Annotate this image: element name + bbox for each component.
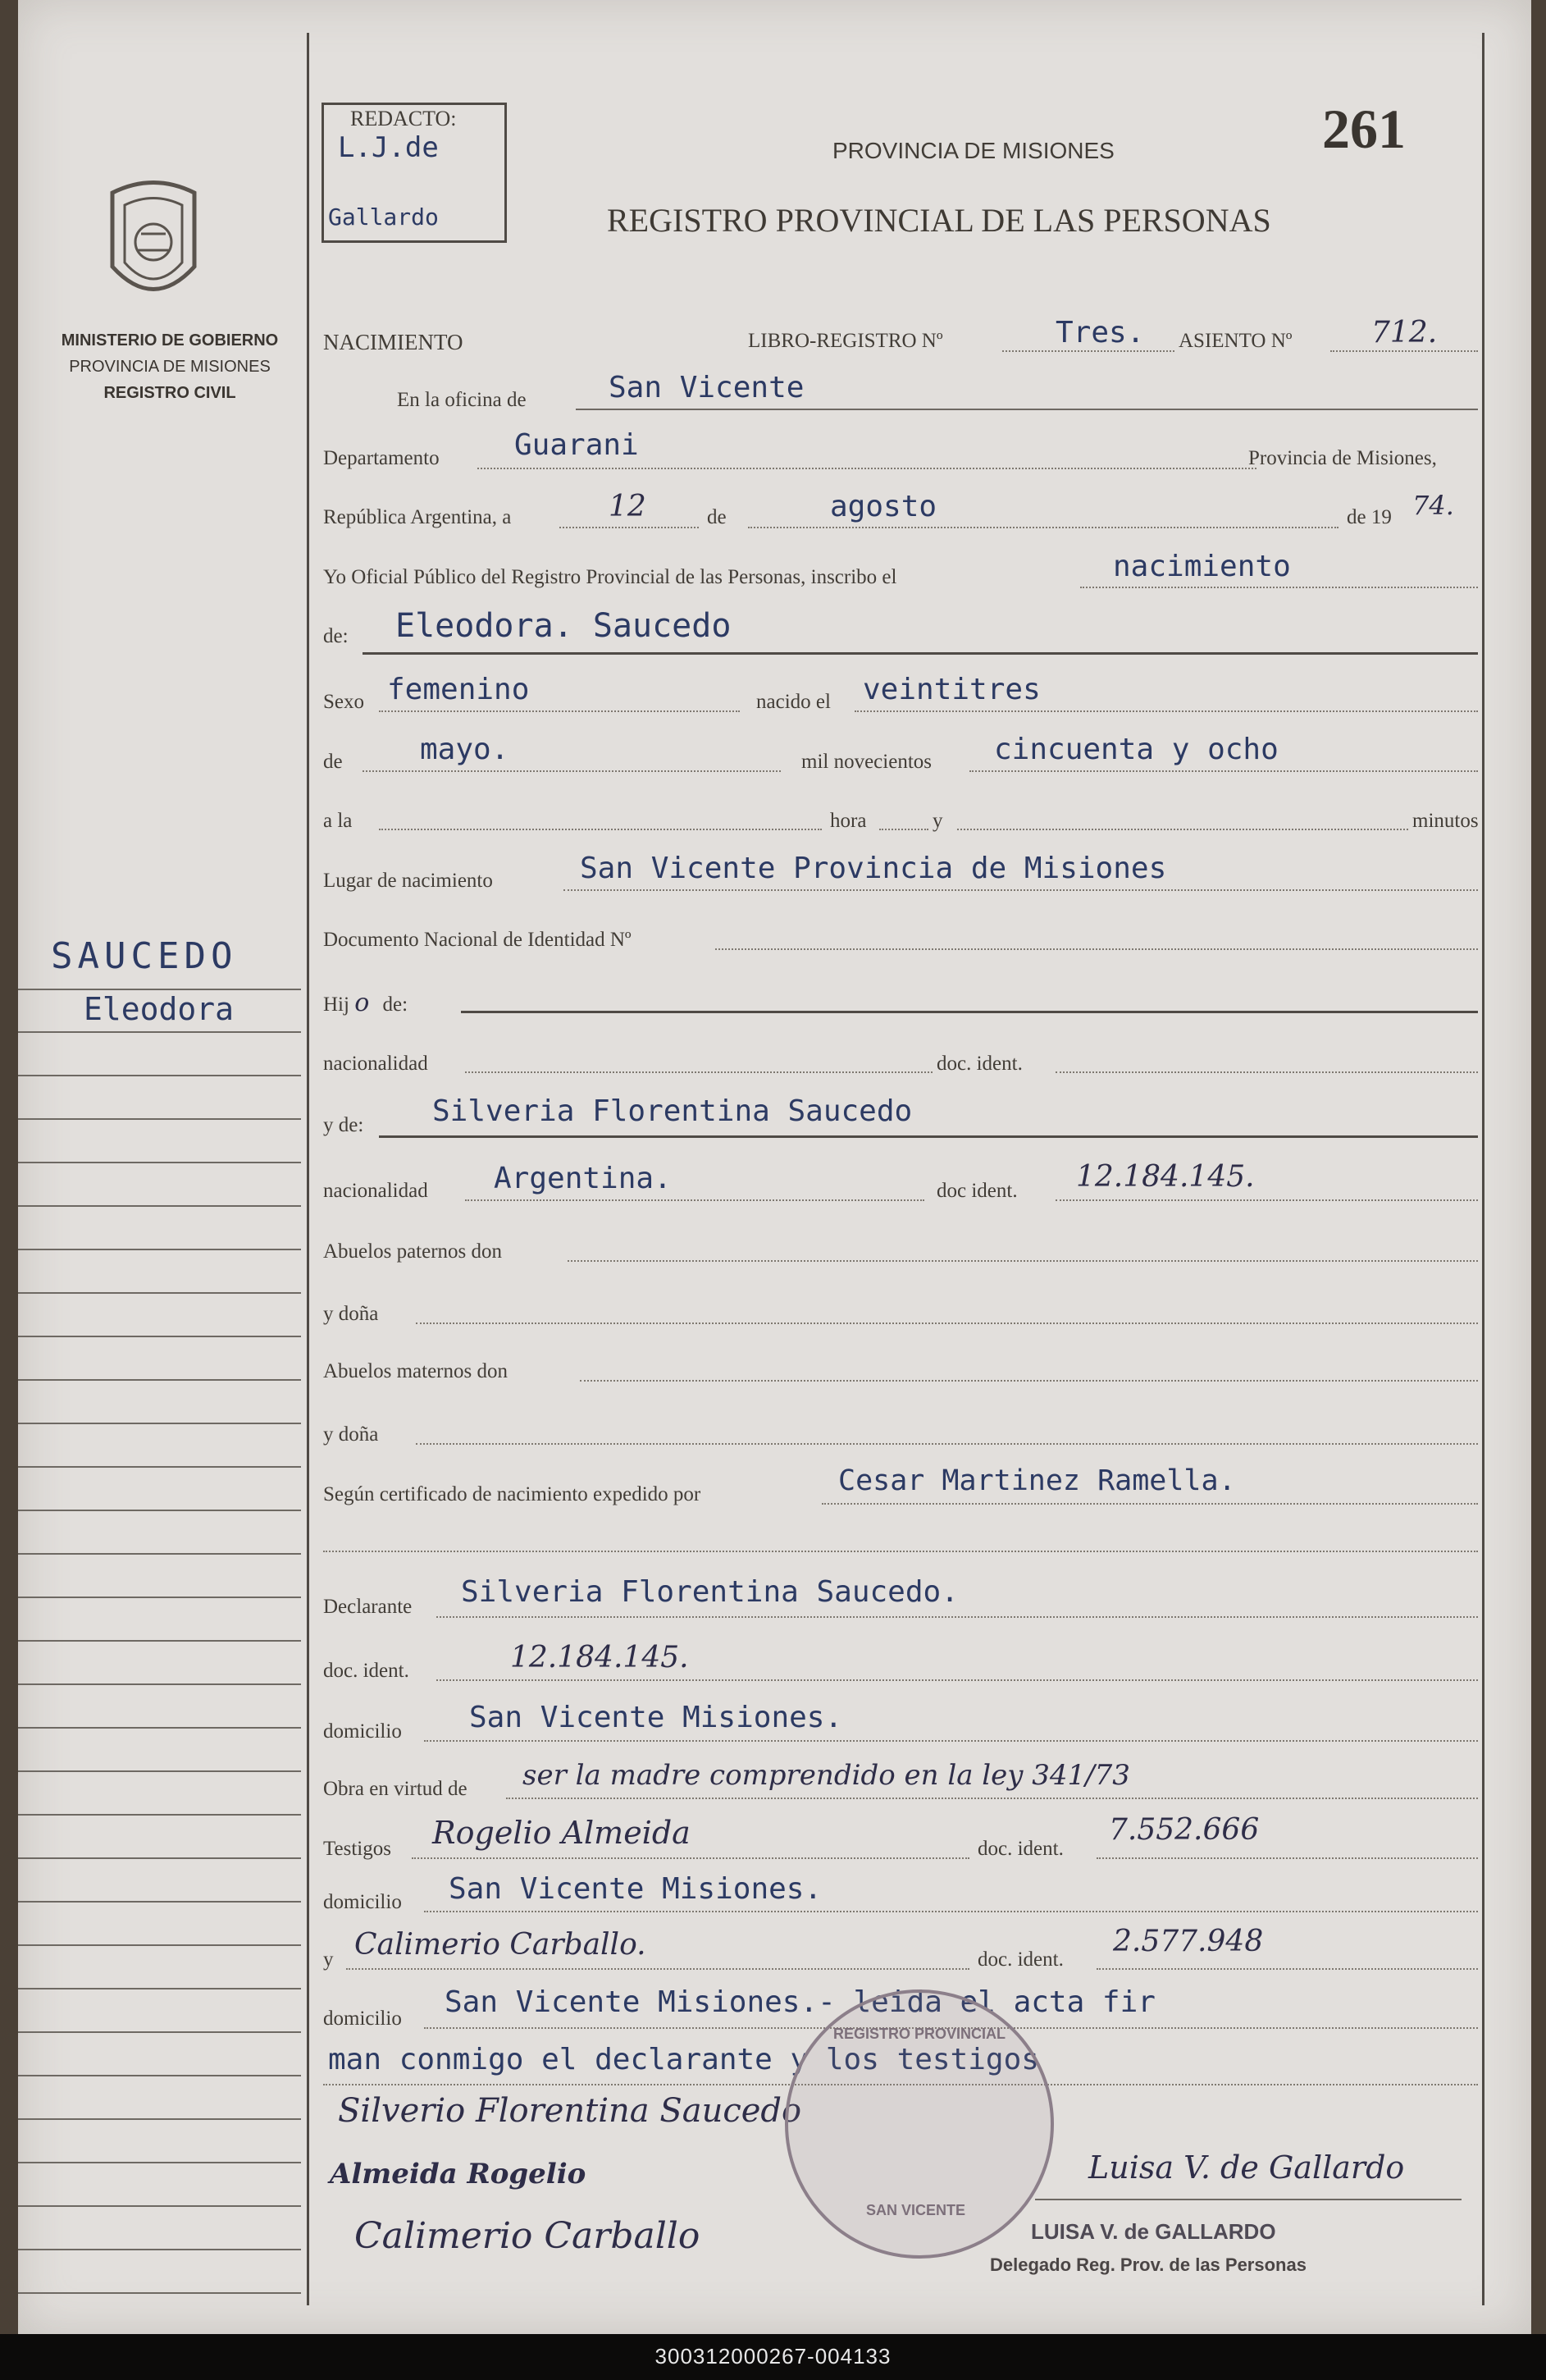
asiento-label: ASIENTO Nº <box>1179 330 1293 352</box>
sidebar-ministry: MINISTERIO DE GOBIERNO <box>61 331 279 349</box>
redacto-label: REDACTO: <box>350 107 457 130</box>
sidebar-given-name: Eleodora <box>84 991 235 1027</box>
declarante-label: Declarante <box>323 1596 413 1618</box>
stamp-text-2: SAN VICENTE <box>866 2202 966 2218</box>
libro-value: Tres. <box>1056 316 1145 349</box>
sidebar-rule <box>18 1597 301 1598</box>
nacido-label: nacido el <box>756 691 831 713</box>
hijo-label-1: Hij <box>323 994 349 1016</box>
field-line <box>957 829 1408 830</box>
sidebar-rule <box>18 2249 301 2250</box>
docident1-label: doc. ident. <box>937 1053 1023 1075</box>
ydona2-label: y doña <box>323 1423 379 1446</box>
field-line <box>412 1857 969 1859</box>
signature-declarante: Silverio Florentina Saucedo <box>338 2092 802 2130</box>
sidebar-rule <box>18 1683 301 1685</box>
obra-value: ser la madre comprendido en la ley 341/73 <box>522 1759 1130 1792</box>
asiento-value: 712. <box>1371 316 1438 349</box>
signature-testigo1: Almeida Rogelio <box>330 2158 586 2190</box>
birth-year-words: cincuenta y ocho <box>994 733 1279 766</box>
sidebar-rule <box>18 2205 301 2207</box>
sidebar-rule <box>18 1640 301 1642</box>
field-line <box>1056 1199 1478 1201</box>
hora-label: hora <box>830 810 867 832</box>
departamento-value: Guarani <box>514 428 639 462</box>
field-line <box>568 1260 1478 1262</box>
official-stamp <box>785 1989 1054 2259</box>
lugar-label: Lugar de nacimiento <box>323 870 493 892</box>
image-id-bar <box>0 2334 1546 2380</box>
y-testigo-label: y <box>323 1948 334 1971</box>
testigo1-doc-label: doc. ident. <box>978 1838 1064 1860</box>
sidebar-rule <box>18 1857 301 1859</box>
month-value: agosto <box>830 490 937 523</box>
record-page <box>18 0 1531 2334</box>
sidebar-rule <box>18 1510 301 1511</box>
field-line <box>323 1551 1478 1552</box>
signature-official: Luisa V. de Gallardo <box>1088 2149 1405 2186</box>
de-person-label: de: <box>323 625 349 647</box>
field-line <box>379 829 822 830</box>
nac2-value: Argentina. <box>494 1162 672 1195</box>
field-line <box>379 710 740 712</box>
field-line <box>822 1503 1478 1505</box>
doc-decl-value: 12.184.145. <box>510 1641 689 1674</box>
domicilio3-value: San Vicente Misiones.- leida el acta fir <box>445 1985 1156 2019</box>
sidebar-rule <box>18 1031 301 1033</box>
docident2-label: doc ident. <box>937 1180 1018 1202</box>
sexo-value: femenino <box>387 673 530 706</box>
record-type: NACIMIENTO <box>323 330 463 354</box>
minutos-label: minutos <box>1412 810 1479 832</box>
sidebar-rule <box>18 1814 301 1816</box>
header-registry: REGISTRO PROVINCIAL DE LAS PERSONAS <box>607 202 1271 239</box>
field-line <box>563 889 1478 891</box>
sidebar-rule <box>18 1466 301 1468</box>
domicilio1-label: domicilio <box>323 1720 402 1743</box>
oficina-value: San Vicente <box>609 371 805 404</box>
field-line <box>1002 350 1174 352</box>
hijo-label <box>323 989 408 1017</box>
certificado-value: Cesar Martinez Ramella. <box>838 1464 1236 1497</box>
y-label: y <box>933 810 943 832</box>
sexo-label: Sexo <box>323 691 364 713</box>
image-code: 300312000267-004133 <box>654 2344 892 2369</box>
ydona1-label: y doña <box>323 1303 379 1325</box>
right-margin-rule <box>1482 33 1484 2305</box>
field-line <box>1056 1071 1478 1073</box>
sidebar-rule <box>18 2292 301 2294</box>
signature-testigo2: Calimerio Carballo <box>354 2215 700 2257</box>
year-value: 74. <box>1412 490 1454 521</box>
sidebar-rule <box>18 1336 301 1337</box>
abuelos-pat-label: Abuelos paternos don <box>323 1240 503 1263</box>
field-line <box>506 1798 1478 1799</box>
provincial-crest-icon <box>96 176 211 316</box>
sidebar-rule <box>18 1075 301 1076</box>
page-number: 261 <box>1322 98 1406 160</box>
testigos-label: Testigos <box>323 1838 391 1860</box>
field-line <box>879 829 928 830</box>
dni-label: Documento Nacional de Identidad Nº <box>323 929 632 951</box>
birth-month: mayo. <box>420 733 509 766</box>
oficial-value: nacimiento <box>1113 550 1291 583</box>
testigo2-doc-label: doc. ident. <box>978 1948 1064 1971</box>
field-line <box>477 468 1256 469</box>
year-label: de 19 <box>1347 506 1392 528</box>
domicilio2-value: San Vicente Misiones. <box>449 1872 823 1906</box>
testigo2-name: Calimerio Carballo. <box>354 1928 646 1962</box>
sidebar-rule <box>18 1553 301 1555</box>
sidebar-rule <box>18 1205 301 1207</box>
closing-line: man conmigo el declarante y los testigos <box>328 2043 1039 2076</box>
field-line <box>461 1011 1478 1013</box>
sidebar-rule <box>18 1249 301 1250</box>
lugar-value: San Vicente Provincia de Misiones <box>580 852 1167 885</box>
domicilio1-value: San Vicente Misiones. <box>469 1701 843 1734</box>
header-province: PROVINCIA DE MISIONES <box>832 138 1115 163</box>
redacto-value-2: Gallardo <box>328 203 439 231</box>
domicilio2-label: domicilio <box>323 1891 402 1913</box>
field-line <box>465 1199 924 1201</box>
field-line <box>416 1443 1478 1445</box>
oficial-label: Yo Oficial Público del Registro Provincial de las Personas, inscribo el <box>323 566 897 588</box>
field-line <box>363 770 781 772</box>
sidebar-rule <box>18 1292 301 1294</box>
mother-name: Silveria Florentina Saucedo <box>432 1094 913 1128</box>
field-line <box>580 1380 1478 1382</box>
field-line <box>855 710 1478 712</box>
departamento-label: Departamento <box>323 447 440 469</box>
nac2-label: nacionalidad <box>323 1180 428 1202</box>
sidebar-rule <box>18 1162 301 1163</box>
sidebar-province: PROVINCIA DE MISIONES <box>69 358 271 376</box>
redacto-value-1: L.J.de <box>338 131 439 164</box>
doc-decl-label: doc. ident. <box>323 1660 409 1682</box>
field-line <box>969 770 1478 772</box>
field-line <box>424 1740 1478 1742</box>
sidebar-rule <box>18 2031 301 2033</box>
sidebar-surname: SAUCEDO <box>51 935 238 977</box>
sidebar-rule <box>18 2162 301 2163</box>
nac1-label: nacionalidad <box>323 1053 428 1075</box>
sidebar-rule <box>18 2118 301 2120</box>
signature-line <box>1035 2199 1462 2200</box>
day-value: 12 <box>609 490 646 523</box>
ala-label: a la <box>323 810 353 832</box>
sidebar-rule <box>18 1118 301 1120</box>
testigo2-doc: 2.577.948 <box>1113 1925 1264 1958</box>
sidebar-rule <box>18 2075 301 2076</box>
sidebar-rule <box>18 1901 301 1903</box>
field-line <box>436 1616 1478 1618</box>
sidebar-rule <box>18 1379 301 1381</box>
field-line <box>424 1911 1478 1912</box>
field-line <box>346 1968 969 1970</box>
hijo-suffix: o <box>354 989 370 1017</box>
field-line <box>436 1679 1478 1681</box>
field-line <box>1080 587 1478 588</box>
hijo-label-2: de: <box>382 994 408 1016</box>
testigo1-name: Rogelio Almeida <box>432 1815 691 1851</box>
oficina-label: En la oficina de <box>397 389 527 411</box>
de-label: de <box>707 506 727 528</box>
field-line <box>576 409 1478 410</box>
testigo1-doc: 7.552.666 <box>1109 1813 1260 1847</box>
field-line <box>363 652 1478 655</box>
de-month-label: de <box>323 751 343 773</box>
sidebar-rule <box>18 1770 301 1772</box>
sidebar-rule <box>18 1944 301 1946</box>
docident2-value: 12.184.145. <box>1076 1160 1255 1194</box>
field-line <box>1330 350 1478 352</box>
provincia-label: Provincia de Misiones, <box>1248 447 1437 469</box>
field-line <box>1097 1857 1478 1859</box>
nacido-value: veintitres <box>863 673 1041 706</box>
domicilio3-label: domicilio <box>323 2008 402 2030</box>
left-margin-rule <box>307 33 309 2305</box>
obra-label: Obra en virtud de <box>323 1778 467 1800</box>
stamp-text-1: REGISTRO PROVINCIAL <box>833 2026 1006 2042</box>
sidebar-rule <box>18 1727 301 1729</box>
field-line <box>465 1071 933 1073</box>
mil-label: mil novecientos <box>801 751 932 773</box>
official-title: Delegado Reg. Prov. de las Personas <box>990 2254 1307 2275</box>
sidebar-rule <box>18 989 301 990</box>
libro-label: LIBRO-REGISTRO Nº <box>748 330 943 352</box>
declarante-value: Silveria Florentina Saucedo. <box>461 1575 959 1609</box>
field-line <box>715 948 1478 950</box>
certificado-label: Según certificado de nacimiento expedido por <box>323 1483 701 1505</box>
yde-label: y de: <box>323 1114 364 1136</box>
field-line <box>559 527 699 528</box>
field-line <box>748 527 1338 528</box>
republica-label: República Argentina, a <box>323 506 512 528</box>
field-line <box>379 1135 1478 1138</box>
sidebar-rule <box>18 1423 301 1424</box>
sidebar-registry: REGISTRO CIVIL <box>103 384 236 402</box>
official-name: LUISA V. de GALLARDO <box>1031 2219 1276 2244</box>
person-name: Eleodora. Saucedo <box>395 607 732 645</box>
field-line <box>1097 1968 1478 1970</box>
sidebar-rule <box>18 1988 301 1989</box>
field-line <box>416 1322 1478 1324</box>
abuelos-mat-label: Abuelos maternos don <box>323 1360 508 1382</box>
